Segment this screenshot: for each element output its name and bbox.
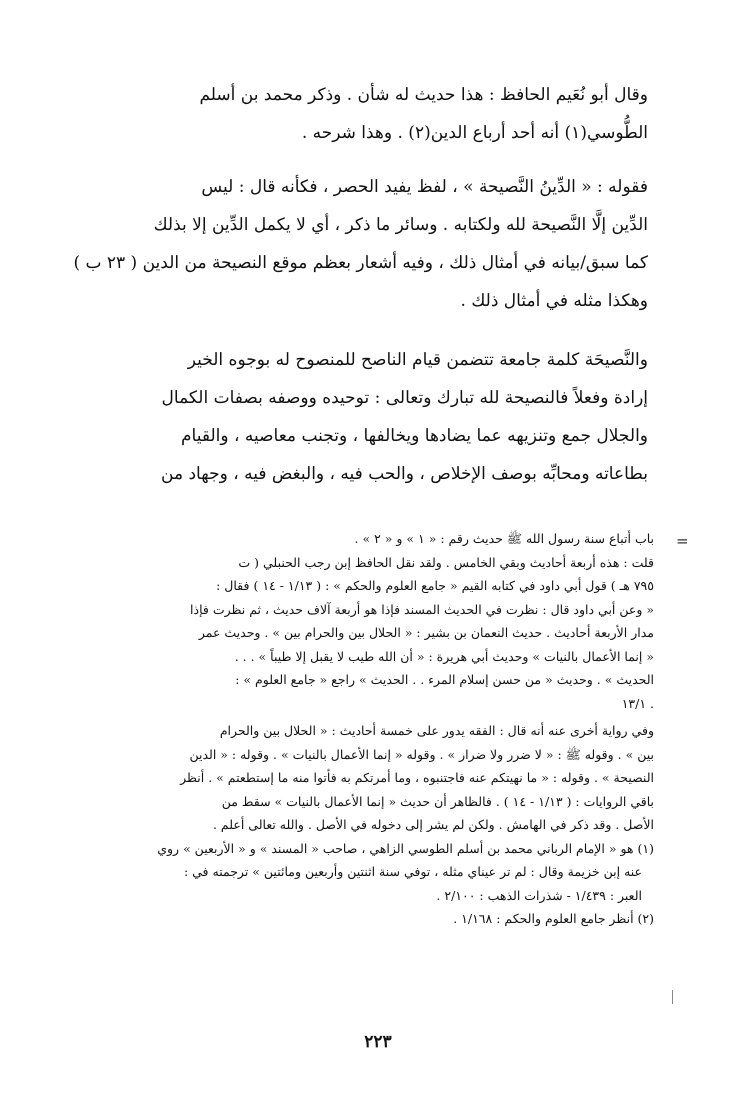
- footnote-continuation-2: [90, 719, 654, 837]
- footnote-line: مدار الأربعة أحاديث . حديث النعمان بن بشير : « الحلال بين والحرام بين » . وحديث عمر: [198, 625, 654, 640]
- margin-rule: [672, 990, 673, 1004]
- text-line: إرادة وفعلاً فالنصيحة لله تبارك وتعالى : توحيده ووصفه بصفات الكمال: [161, 388, 648, 408]
- footnote-line: قلت : هذه أربعة أحاديث وبقي الخامس . ولقد نقل الحافظ إبن رجب الحنبلي ( ت: [238, 554, 654, 570]
- paragraph-3: [104, 341, 648, 493]
- footnote-line: الأصل . وقد ذكر في الهامش . ولكن لم يشر إلى دخوله في الأصل . والله تعالى أعلم .: [212, 817, 654, 832]
- footnote-line: عنه إبن خزيمة وقال : لم تر عيناي مثله ، توفي سنة اثنتين وأربعين ومائتين » ترجمته في :: [183, 864, 642, 879]
- footnote-line: (٢) أنظر جامع العلوم والحكم : ١/١٦٨ .: [453, 911, 654, 926]
- text-line: والنَّصيحَة كلمة جامعة تتضمن قيام الناصح للمنصوح له بوجوه الخير: [187, 350, 648, 370]
- footnote-line: بين » . وقوله ﷺ : « لا ضرر ولا ضرار » . وقوله « إنما الأعمال بالنيات » . وقوله : « الدين: [189, 746, 654, 762]
- footnote-line: باب أتباع سنة رسول الله ﷺ حديث رقم : « ١ » و « ٢ » .: [354, 531, 654, 546]
- footnote-line: العبر : ١/٤٣٩ - شذرات الذهب : ٢/١٠٠ .: [436, 887, 642, 903]
- text-line: كما سبق/بيانه في أمثال ذلك ، وفيه أشعار بعظم موقع النصيحة من الدين ( ٢٣ ب ): [73, 253, 648, 273]
- footnote-line: « وعن أبي داود قال : نظرت في الحديث المسند فإذا هو أربعة آلاف حديث ، ثم نظرت فإذا: [190, 601, 654, 617]
- footnote-2: [90, 907, 654, 931]
- text-line: فقوله : « الدِّينُ النَّصيحة » ، لفظ يفيد الحصر ، فكأنه قال : ليس: [201, 177, 648, 197]
- footnote-line: . ١٣/١: [621, 695, 654, 711]
- footnotes: [90, 527, 654, 931]
- footnote-line: « إنما الأعمال بالنيات » وحديث أبي هريرة : « أن الله طيب لا يقبل إلا طيباً » . . .: [234, 648, 654, 664]
- footnote-line: باقي الروايات : ( ١/١٣ - ١٤ ) . فالظاهر أن حديث « إنما الأعمال بالنيات » سقط من: [221, 793, 654, 809]
- text-line: الدِّين إلَّا النَّصيحة لله ولكتابه . وسائر ما ذكر ، أي لا يكمل الدِّين إلا بذلك: [153, 215, 648, 235]
- footnote-1: [90, 837, 654, 908]
- main-text: [73, 76, 648, 493]
- paragraph-2: [73, 168, 648, 320]
- text-line: الطُّوسي(١) أنه أحد أرباع الدين(٢) . وهذا شرحه .: [301, 123, 648, 143]
- footnote-line: الحديث » . وحديث « من حسن إسلام المرء . . الحديث » راجع « جامع العلوم » :: [235, 672, 654, 687]
- paragraph-1: [104, 76, 648, 152]
- text-line: بطاعاته ومحابِّه بوصف الإخلاص ، والحب فيه ، والبغض فيه ، وجهاد من: [161, 464, 648, 484]
- footnote-continuation: [90, 527, 654, 715]
- text-line: وقال أبو نُعَيم الحافظ : هذا حديث له شأن . وذكر محمد بن أسلم: [199, 85, 648, 105]
- footnote-line: النصيحة » . وقوله : « ما نهيتكم عنه فاجتنبوه ، وما أمرتكم به فأتوا منه ما إستطعتم » . أنظر: [180, 770, 654, 785]
- page-number: ٢٢٣: [364, 1032, 392, 1052]
- text-line: والجلال جمع وتنزيهه عما يضادها ويخالفها ، وتجنب معاصيه ، والقيام: [181, 426, 648, 446]
- text-line: وهكذا مثله في أمثال ذلك .: [460, 291, 648, 311]
- footnote-line: ٧٩٥ هـ ) قول أبي داود في كتابه القيم « جامع العلوم والحكم » : ( ١/١٣ - ١٤ ) فقال :: [216, 578, 654, 593]
- footnote-line: (١) هو « الإمام الرباني محمد بن أسلم الطوسي الزاهي ، صاحب « المسند » و « الأربعين » روي: [157, 840, 654, 856]
- footnote-line: وفي رواية أخرى عنه أنه قال : الفقه يدور على خمسة أحاديث : « الحلال بين والحرام: [219, 723, 654, 738]
- continuation-mark: =: [676, 532, 689, 550]
